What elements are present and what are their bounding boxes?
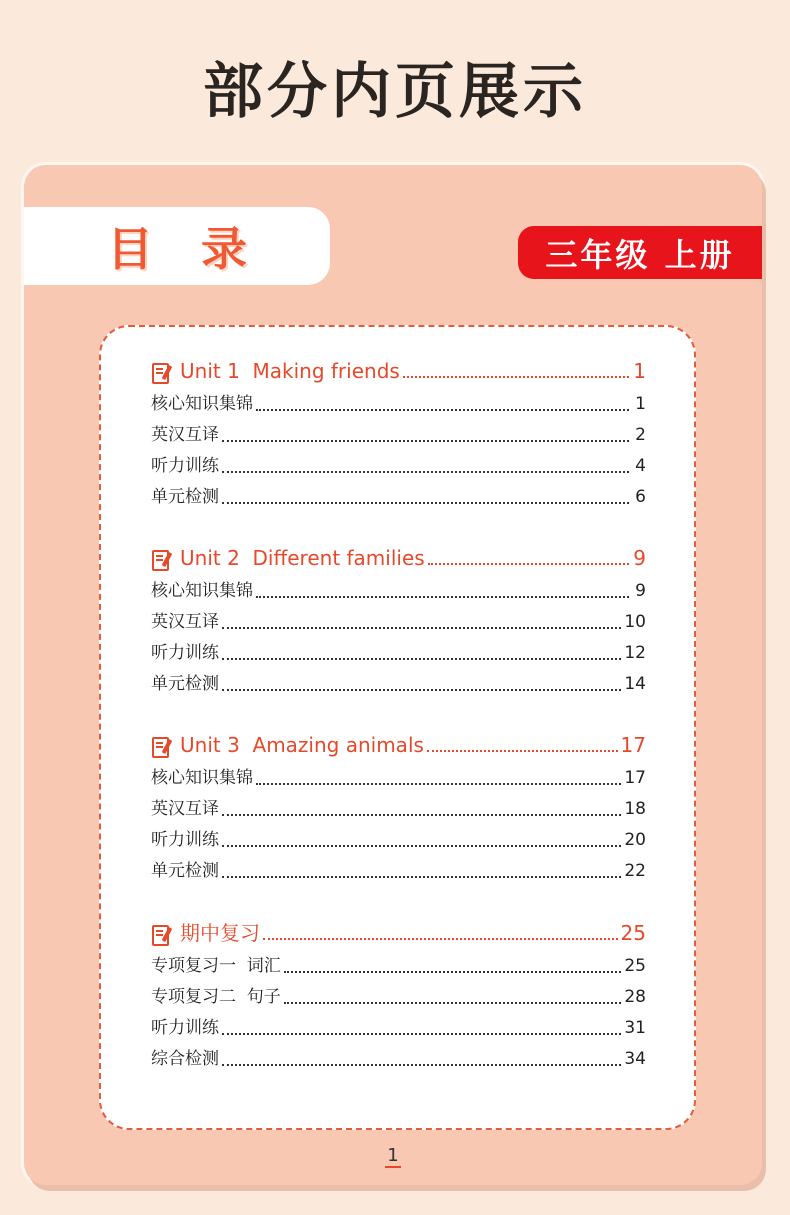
toc-entry-label: 英汉互译 [151,799,219,819]
book-pen-icon [151,924,173,944]
toc-entry-page: 18 [624,799,646,819]
toc-entry[interactable] [151,794,646,825]
dot-leader [222,658,621,660]
dot-leader [222,814,621,816]
toc-section-unit-2 [151,540,646,700]
toc-entry-label: 英汉互译 [151,612,219,632]
toc-entry-page: 17 [624,768,646,788]
toc-entry-page: 14 [624,674,646,694]
page-heading: 部分内页展示 [203,57,587,127]
section-heading-label: Unit 1 Making friends [180,359,400,383]
toc-section-heading[interactable] [151,915,646,949]
toc-entry-page: 6 [635,487,646,507]
section-heading-label: 期中复习 [180,921,260,945]
toc-section-unit-1 [151,353,646,513]
toc-section-heading[interactable] [151,727,646,761]
page-number-text: 1 [387,1145,399,1166]
toc-title-tab [24,207,330,285]
toc-entry[interactable] [151,669,646,700]
dot-leader [284,1002,622,1004]
toc-panel [24,165,762,1185]
page-number [24,1145,762,1166]
dot-leader [256,596,629,598]
dot-leader [263,938,618,940]
toc-entry[interactable] [151,1044,646,1075]
dot-leader [284,971,622,973]
toc-card [99,325,696,1130]
toc-entry-label: 英汉互译 [151,425,219,445]
toc-entry-page: 34 [624,1049,646,1069]
dot-leader [222,471,629,473]
book-pen-icon [151,362,173,382]
toc-entry-label: 单元检测 [151,674,219,694]
dot-leader [222,502,629,504]
toc-section-heading[interactable] [151,540,646,574]
dot-leader [222,689,621,691]
dot-leader [222,876,621,878]
toc-entry-label: 听力训练 [151,830,219,850]
section-heading-page: 1 [633,359,646,383]
toc-entry[interactable] [151,856,646,887]
toc-title-char-1: 目 [107,222,153,276]
toc-entry-page: 25 [624,956,646,976]
toc-entry-page: 28 [624,987,646,1007]
toc-entry-page: 20 [624,830,646,850]
book-pen-icon [151,736,173,756]
toc-entry-label: 单元检测 [151,487,219,507]
toc-entry-label: 综合检测 [151,1049,219,1069]
toc-entry[interactable] [151,451,646,482]
toc-section-midterm [151,915,646,1075]
dot-leader [222,440,629,442]
dot-leader [222,845,621,847]
dot-leader [222,627,621,629]
dot-leader [403,376,629,378]
toc-entry-label: 专项复习二 句子 [151,987,281,1007]
toc-entry-label: 核心知识集锦 [151,768,253,788]
grade-badge: 三年级 上册 [518,226,762,279]
toc-entry[interactable] [151,763,646,794]
toc-entry-page: 22 [624,861,646,881]
dot-leader [428,563,629,565]
toc-entry[interactable] [151,638,646,669]
toc-entry-label: 听力训练 [151,643,219,663]
dot-leader [427,750,618,752]
toc-entry-page: 2 [635,425,646,445]
toc-entry-label: 单元检测 [151,861,219,881]
toc-entry-page: 1 [635,394,646,414]
book-pen-icon [151,549,173,569]
toc-entry-page: 12 [624,643,646,663]
toc-entry-page: 10 [624,612,646,632]
toc-entry[interactable] [151,389,646,420]
toc-entry[interactable] [151,825,646,856]
section-heading-label: Unit 2 Different families [180,546,425,570]
section-heading-page: 9 [633,546,646,570]
toc-entry-label: 核心知识集锦 [151,581,253,601]
toc-section-unit-3 [151,727,646,887]
toc-entry[interactable] [151,1013,646,1044]
dot-leader [256,783,621,785]
dot-leader [256,409,629,411]
toc-title-char-2: 录 [201,222,247,276]
toc-section-heading[interactable] [151,353,646,387]
toc-entry[interactable] [151,951,646,982]
toc-entry-label: 听力训练 [151,456,219,476]
toc-entry[interactable] [151,420,646,451]
toc-entry[interactable] [151,982,646,1013]
toc-entry-label: 核心知识集锦 [151,394,253,414]
toc-entry-page: 4 [635,456,646,476]
section-heading-page: 17 [620,733,646,757]
toc-entry-label: 专项复习一 词汇 [151,956,281,976]
section-heading-label: Unit 3 Amazing animals [180,733,424,757]
toc-entry-page: 9 [635,581,646,601]
section-heading-page: 25 [620,921,646,945]
toc-entry-label: 听力训练 [151,1018,219,1038]
toc-entry-page: 31 [624,1018,646,1038]
toc-entry[interactable] [151,607,646,638]
toc-entry[interactable] [151,576,646,607]
dot-leader [222,1064,621,1066]
dot-leader [222,1033,621,1035]
toc-entry[interactable] [151,482,646,513]
